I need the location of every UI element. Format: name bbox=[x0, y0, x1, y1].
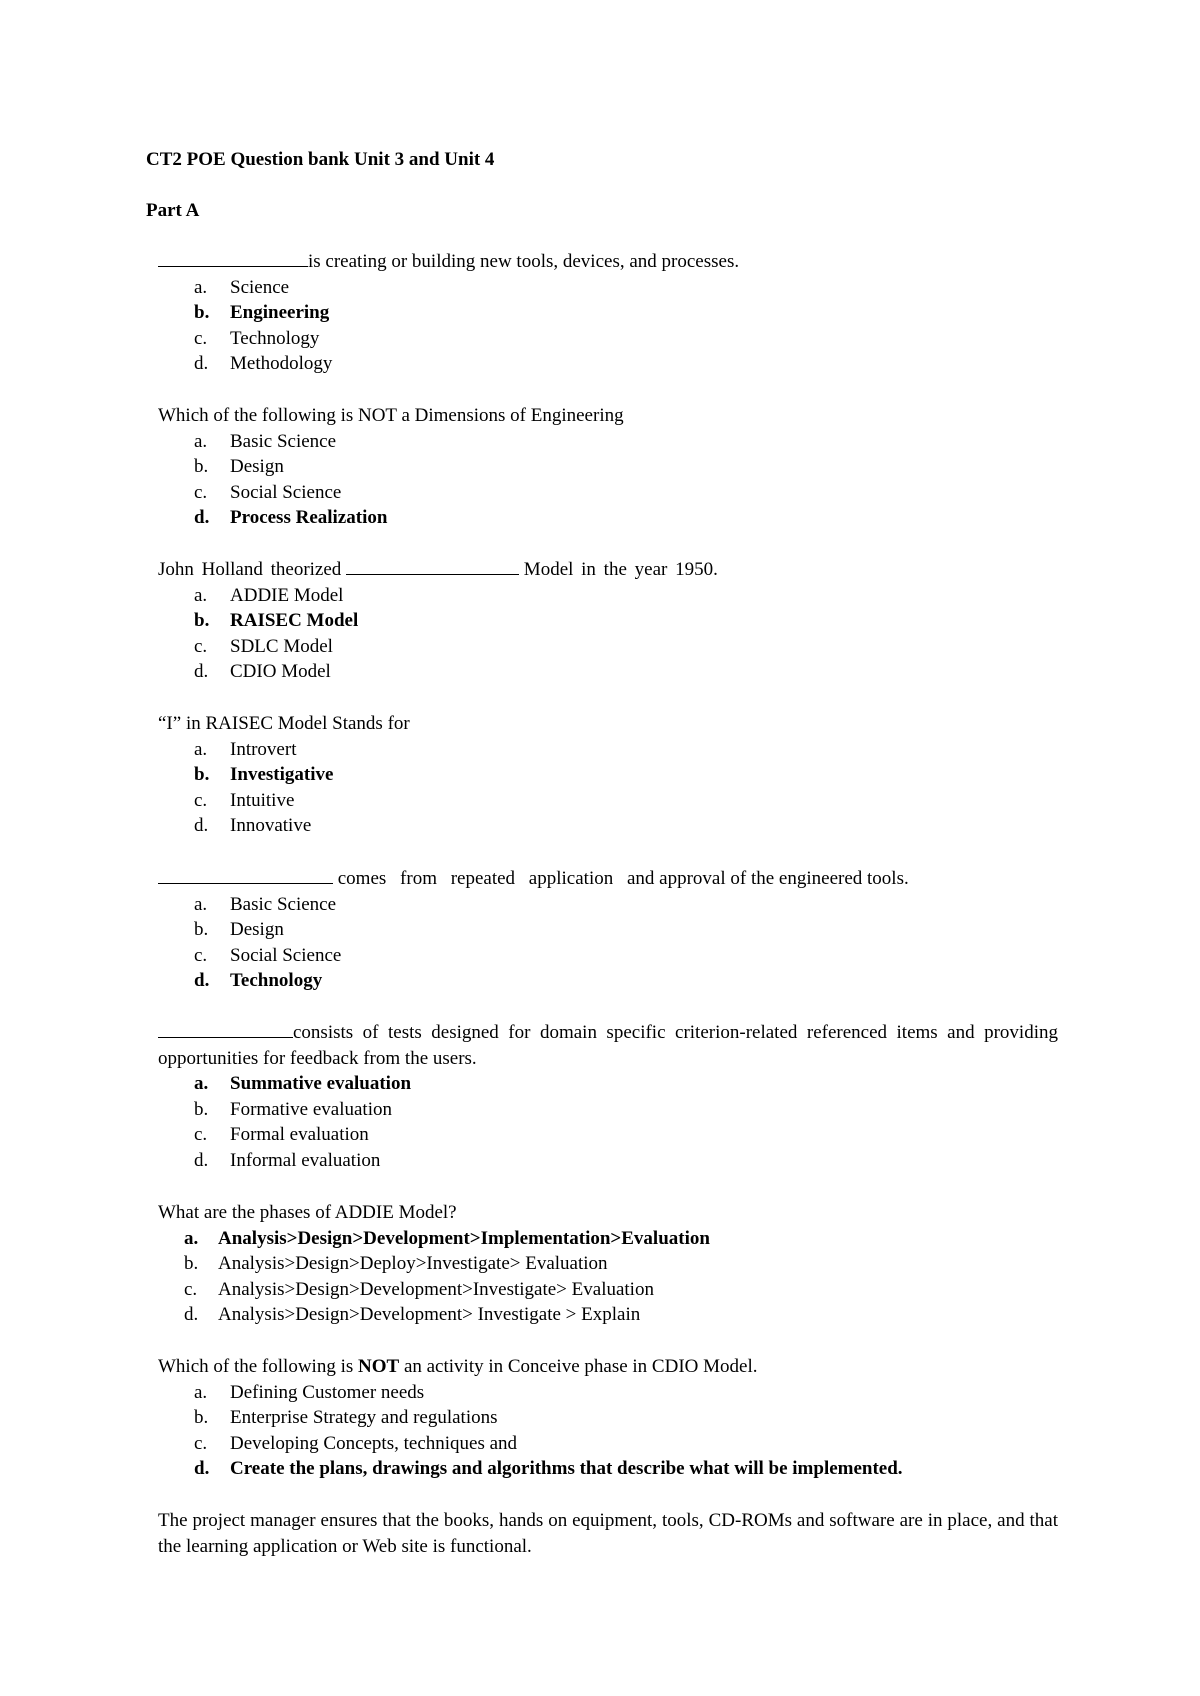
answer-blank bbox=[158, 866, 333, 884]
option-c: c. Formal evaluation bbox=[194, 1124, 369, 1146]
question-stem: John Holland theorized Model in the year 1950. bbox=[158, 559, 718, 580]
option-a: a. ADDIE Model bbox=[194, 584, 344, 606]
option-a: a. Introvert bbox=[194, 738, 297, 760]
options-list bbox=[158, 1380, 1058, 1482]
option-d-correct: d. Create the plans, drawings and algorithms that describe what will be implemented. bbox=[194, 1458, 903, 1480]
question-3 bbox=[158, 557, 1058, 685]
question-6 bbox=[158, 1020, 1058, 1174]
options-list bbox=[158, 1071, 1058, 1173]
option-d: d. Informal evaluation bbox=[194, 1149, 381, 1171]
option-c: c. Developing Concepts, techniques and bbox=[194, 1432, 518, 1454]
question-5 bbox=[158, 866, 1058, 994]
option-a-correct: a. Analysis>Design>Development>Implementation>Evaluation bbox=[184, 1227, 710, 1249]
option-a: a. Basic Science bbox=[194, 893, 337, 915]
option-a-correct: a. Summative evaluation bbox=[194, 1073, 412, 1095]
option-b: b. Formative evaluation bbox=[194, 1098, 392, 1120]
option-b-correct: b. Engineering bbox=[194, 302, 330, 324]
option-b: b. Design bbox=[194, 919, 284, 941]
option-c: c. Intuitive bbox=[194, 789, 295, 811]
question-4 bbox=[158, 711, 1058, 839]
options-list bbox=[158, 737, 1058, 839]
options-list bbox=[158, 892, 1058, 994]
option-d-correct: d. Process Realization bbox=[194, 507, 388, 529]
question-stem: “I” in RAISEC Model Stands for bbox=[158, 713, 410, 734]
option-b-correct: b. RAISEC Model bbox=[194, 610, 359, 632]
option-d: d. Methodology bbox=[194, 353, 333, 375]
options-list bbox=[158, 1226, 1058, 1328]
question-7 bbox=[158, 1200, 1058, 1328]
question-stem: What are the phases of ADDIE Model? bbox=[158, 1202, 457, 1223]
question-stem: comes from repeated application and approval of the engineered tools. bbox=[158, 866, 1058, 892]
question-stem: Which of the following is NOT a Dimensions of Engineering bbox=[158, 405, 624, 426]
question-1 bbox=[158, 249, 1058, 377]
option-c: c. Analysis>Design>Development>Investigate> Evaluation bbox=[184, 1278, 654, 1300]
question-2 bbox=[158, 403, 1058, 531]
question-8 bbox=[158, 1354, 1058, 1482]
question-stem: Which of the following is NOT an activity in Conceive phase in CDIO Model. bbox=[158, 1356, 758, 1377]
document-title: CT2 POE Question bank Unit 3 and Unit 4 bbox=[146, 149, 495, 170]
option-c: c. Social Science bbox=[194, 944, 342, 966]
option-b: b. Analysis>Design>Deploy>Investigate> Evaluation bbox=[184, 1253, 608, 1275]
option-c: c. SDLC Model bbox=[194, 635, 333, 657]
option-d: d. Innovative bbox=[194, 815, 312, 837]
question-9 bbox=[158, 1508, 1058, 1559]
answer-blank bbox=[346, 557, 519, 575]
option-c: c. Social Science bbox=[194, 481, 342, 503]
question-stem: The project manager ensures that the books, hands on equipment, tools, CD-ROMs and software are in place, and that the learning application or Web site is functional. bbox=[158, 1510, 1058, 1557]
answer-blank bbox=[158, 249, 308, 267]
option-d: d. CDIO Model bbox=[194, 661, 331, 683]
part-heading: Part A bbox=[146, 200, 200, 221]
option-c: c. Technology bbox=[194, 327, 320, 349]
options-list bbox=[158, 275, 1058, 377]
option-a: a. Science bbox=[194, 276, 290, 298]
option-d: d. Analysis>Design>Development> Investigate > Explain bbox=[184, 1304, 641, 1326]
question-stem: is creating or building new tools, devices, and processes. bbox=[158, 249, 1058, 275]
option-a: a. Defining Customer needs bbox=[194, 1381, 425, 1403]
option-d-correct: d. Technology bbox=[194, 970, 323, 992]
option-b: b. Enterprise Strategy and regulations bbox=[194, 1407, 498, 1429]
option-b-correct: b. Investigative bbox=[194, 764, 334, 786]
option-a: a. Basic Science bbox=[194, 430, 337, 452]
option-b: b. Design bbox=[194, 456, 284, 478]
question-stem: consists of tests designed for domain specific criterion-related referenced items and providing opportunities for feedback from the users. bbox=[158, 1022, 1058, 1069]
options-list bbox=[158, 583, 1058, 685]
answer-blank bbox=[158, 1020, 293, 1038]
options-list bbox=[158, 429, 1058, 531]
